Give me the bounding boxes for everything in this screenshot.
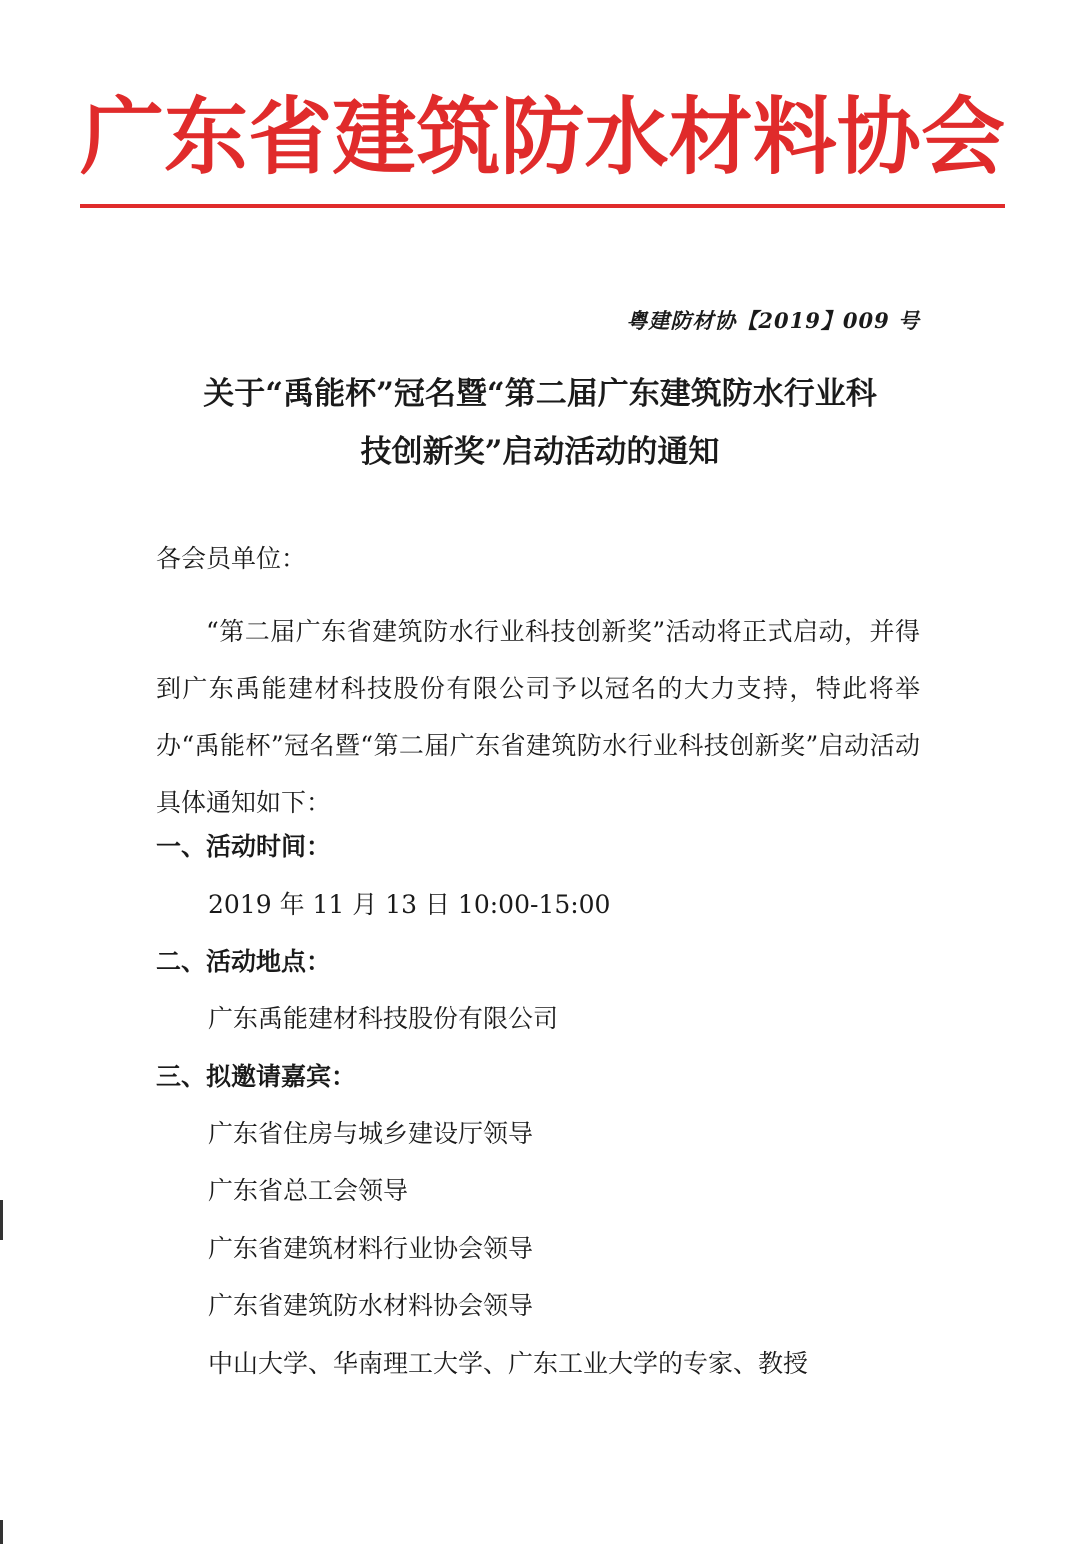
salutation: 各会员单位： [156,544,307,573]
letterhead-char: 省 [248,87,333,186]
letterhead-char: 建 [332,87,417,186]
letterhead-char: 会 [920,87,1005,186]
scan-edge-mark [0,1520,3,1544]
title-line-1: 关于“禹能杯”冠名暨“第二届广东建筑防水行业科 [203,376,877,412]
event-location: 广东禹能建材科技股份有限公司 [208,1004,559,1033]
scan-edge-mark [0,1200,3,1240]
guest-list-item: 广东省总工会领导 [208,1176,409,1205]
event-time: 2019 年 11 月 13 日 10:00-15:00 [208,890,611,919]
letterhead-char: 东 [164,87,249,186]
letterhead-divider [80,204,1005,208]
letterhead-char: 防 [500,87,585,186]
letterhead-char: 协 [836,87,921,186]
title-line-2: 技创新奖”启动活动的通知 [360,434,720,470]
guest-list-item: 广东省建筑材料行业协会领导 [208,1234,534,1263]
guest-list-item: 中山大学、华南理工大学、广东工业大学的专家、教授 [208,1349,809,1378]
letterhead-char: 筑 [416,87,501,186]
letterhead-char: 水 [584,87,669,186]
guest-list-item: 广东省建筑防水材料协会领导 [208,1291,534,1320]
intro-paragraph: “第二届广东省建筑防水行业科技创新奖”活动将正式启动，并得到广东禹能建材科技股份有限公司予以冠名的大力支持，特此将举办“禹能杯”冠名暨“第二届广东省建筑防水行业科技创新奖”启动活动具体通知如下： [156,617,920,817]
document-title [120,365,960,481]
section-heading-location: 二、活动地点： [156,947,332,976]
guest-list-item: 广东省住房与城乡建设厅领导 [208,1119,534,1148]
section-heading-time: 一、活动时间： [156,832,332,861]
document-number: 粤建防材协【2019】009 号 [626,308,920,333]
letterhead-org-name [80,82,1005,192]
section-heading-guests: 三、拟邀请嘉宾： [156,1062,357,1091]
letterhead-char: 材 [668,87,753,186]
letterhead-char: 广 [80,87,165,186]
letterhead-char: 料 [752,87,837,186]
